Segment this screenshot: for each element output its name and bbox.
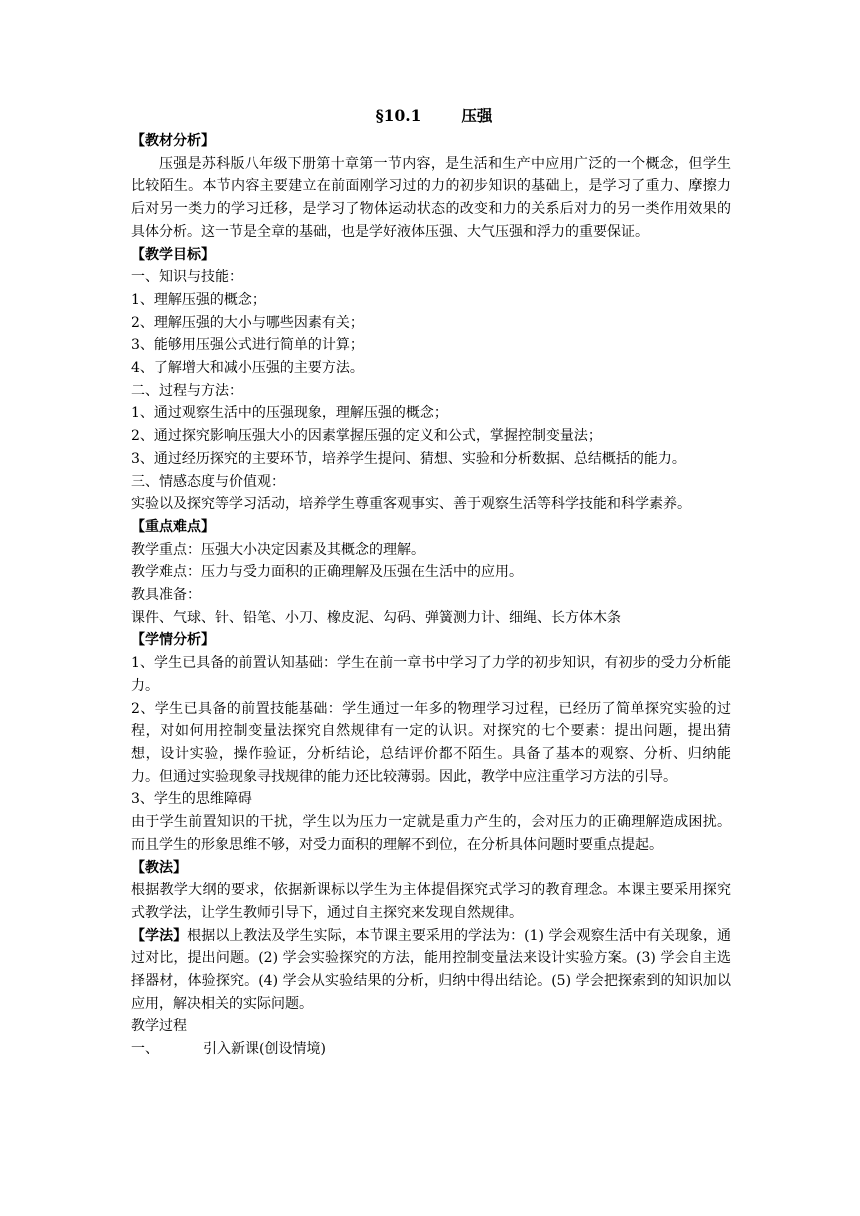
learning-method-text: 根据以上教法及学生实际，本节课主要采用的学法为：(1) 学会观察生活中有关现象，通过对比，提出问题。(2) 学会实验探究的方法，能用控制变量法来设计实验方案。(3) 学会自主选择器材，体验探究。(4) 学会从实验结果的分析，归纳中得出结论。(5) 学会把探索到的知识加以应用，解决相关的实际问题。	[131, 927, 732, 1012]
student-analysis-3-heading: 3、学生的思维障碍	[131, 791, 252, 808]
heading-teaching-method: 【教法】	[131, 859, 187, 876]
teaching-method-text: 根据教学大纲的要求，依据新课标以学生为主体提倡探究式学习的教育理念。本课主要采用探究式教学法，让学生教师引导下，通过自主探究来发现自然规律。	[131, 882, 731, 921]
student-analysis-3-text: 由于学生前置知识的干扰，学生以为压力一定就是重力产生的，会对压力的正确理解造成困扰。而且学生的形象思维不够，对受力面积的理解不到位，在分析具体问题时要重点提起。	[131, 814, 731, 853]
process-step-text: 引入新课(创设情境)	[203, 1041, 326, 1058]
textbook-analysis-paragraph: 压强是苏科版八年级下册第十章第一节内容，是生活和生产中应用广泛的一个概念，但学生比较陌生。本节内容主要建立在前面刚学习过的力的初步知识的基础上，是学习了重力、摩擦力后对另一类力的学习迁移，是学习了物体运动状态的改变和力的关系后对力的另一类作用效果的具体分析。这一节是全章的基础，也是学好液体压强、大气压强和浮力的重要保证。	[131, 155, 731, 240]
heading-key-points: 【重点难点】	[131, 518, 215, 535]
goal-knowledge-item: 2、理解压强的大小与哪些因素有关；	[131, 314, 364, 331]
goal-process-item: 1、通过观察生活中的压强现象，理解压强的概念；	[131, 405, 448, 422]
goal-process-item: 3、通过经历探究的主要环节，培养学生提问、猜想、实验和分析数据、总结概括的能力。	[131, 450, 686, 467]
heading-textbook-analysis: 【教材分析】	[131, 133, 215, 149]
document-page	[131, 104, 731, 1061]
process-heading: 教学过程	[131, 1018, 187, 1035]
goal-knowledge-item: 4、了解增大和减小压强的主要方法。	[131, 360, 364, 377]
heading-student-analysis: 【学情分析】	[131, 632, 215, 649]
goal-attitude-heading: 三、情感态度与价值观：	[131, 473, 285, 490]
goal-knowledge-heading: 一、知识与技能：	[131, 269, 243, 286]
student-analysis-1: 1、学生已具备的前置认知基础：学生在前一章书中学习了力学的初步知识，有初步的受力分析能力。	[131, 655, 731, 694]
tools-list: 课件、气球、针、铅笔、小刀、橡皮泥、勾码、弹簧测力计、细绳、长方体木条	[131, 609, 621, 626]
heading-teaching-goals: 【教学目标】	[131, 246, 215, 263]
learning-method-paragraph	[131, 925, 731, 1016]
page-title	[131, 104, 731, 128]
goal-process-heading: 二、过程与方法：	[131, 382, 243, 399]
student-analysis-2: 2、学生已具备的前置技能基础：学生通过一年多的物理学习过程，已经历了简单探究实验的过程，对如何用控制变量法探究自然规律有一定的认识。对探究的七个要素：提出问题，提出猜想，设计实验，操作验证，分析结论，总结评价都不陌生。具备了基本的观察、分析、归纳能力。但通过实验现象寻找规律的能力还比较薄弱。因此，教学中应注重学习方法的引导。	[131, 700, 731, 785]
goal-attitude-text: 实验以及探究等学习活动，培养学生尊重客观事实、善于观察生活等科学技能和科学素养。	[131, 496, 691, 513]
goal-knowledge-item: 1、理解压强的概念；	[131, 291, 266, 308]
goal-process-item: 2、通过探究影响压强大小的因素掌握压强的定义和公式，掌握控制变量法；	[131, 428, 602, 445]
difficulty-text: 教学难点：压力与受力面积的正确理解及压强在生活中的应用。	[131, 564, 523, 581]
tools-heading: 教具准备：	[131, 587, 201, 604]
key-point-text: 教学重点：压强大小决定因素及其概念的理解。	[131, 541, 425, 558]
title-topic: 压强	[461, 106, 493, 125]
heading-learning-method: 【学法】	[131, 927, 188, 944]
process-step	[131, 1038, 731, 1061]
section-number: §10.1	[375, 106, 422, 125]
process-step-number: 一、	[131, 1041, 159, 1058]
goal-knowledge-item: 3、能够用压强公式进行简单的计算；	[131, 337, 364, 354]
